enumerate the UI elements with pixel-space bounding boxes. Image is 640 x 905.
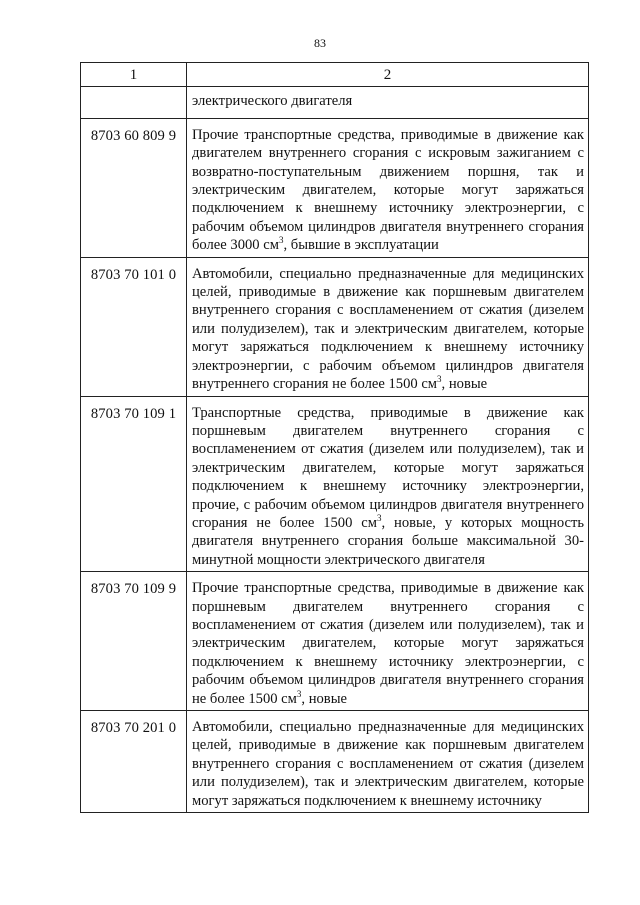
page-number: 83	[314, 36, 326, 50]
table-row	[81, 572, 589, 711]
commodity-code: 8703 70 109 1	[81, 396, 187, 572]
continuation-row	[81, 87, 589, 118]
tariff-code-table	[80, 62, 589, 813]
description-text: Транспортные средства, приводимые в движение как поршневым двигателем внутреннего сгорания с воспламенением от сжатия (дизелем или полудизелем), так и электрическим двигателем, которые могут заряжаться подключением к внешнему источнику электроэнергии, прочие, с рабочим объемом цилиндров двигателя внутреннего сгорания не более 1500 см	[192, 404, 584, 531]
commodity-description	[187, 396, 589, 572]
commodity-description	[187, 572, 589, 711]
table-row	[81, 118, 589, 257]
description-tail: , новые	[441, 376, 488, 393]
superscript: 3	[278, 235, 284, 246]
table-header-row	[81, 63, 589, 87]
superscript: 3	[296, 688, 302, 699]
commodity-code: 8703 60 809 9	[81, 118, 187, 257]
commodity-description	[187, 711, 589, 813]
table-row	[81, 257, 589, 396]
commodity-code: 8703 70 201 0	[81, 711, 187, 813]
commodity-code: 8703 70 109 9	[81, 572, 187, 711]
commodity-description	[187, 118, 589, 257]
description-tail: , новые	[301, 690, 347, 707]
table-row	[81, 711, 589, 813]
description-text: Автомобили, специально предназначенные для медицинских целей, приводимые в движение как поршневым двигателем внутреннего сгорания с воспламенением от сжатия (дизелем или полудизелем), так и электрическим двигателем, которые могут заряжаться подключением к внешнему источнику	[192, 719, 584, 809]
superscript: 3	[437, 374, 442, 385]
commodity-description	[187, 257, 589, 396]
continuation-text: электрического двигателя	[187, 87, 589, 118]
superscript: 3	[377, 513, 382, 524]
column-header-description: 2	[187, 63, 589, 87]
commodity-code: 8703 70 101 0	[81, 257, 187, 396]
continuation-code-cell	[81, 87, 187, 118]
description-text: Прочие транспортные средства, приводимые в движение как двигателем внутреннего сгорания с искровым зажиганием с возвратно-поступательным движением поршня, так и электрическим двигателем, которые могут заряжаться подключением к внешнему источнику электроэнергии, с рабочим объемом цилиндров двигателя внутреннего сгорания более 3000 см	[192, 126, 584, 254]
description-text: Прочие транспортные средства, приводимые в движение как поршневым двигателем внутреннего сгорания с воспламенением от сжатия (дизелем или полудизелем), так и электрическим двигателем, которые могут заряжаться подключением к внешнему источнику электроэнергии, с рабочим объемом цилиндров двигателя внутреннего сгорания не более 1500 см	[192, 580, 584, 707]
column-header-code: 1	[81, 63, 187, 87]
description-text: Автомобили, специально предназначенные для медицинских целей, приводимые в движение как поршневым двигателем внутреннего сгорания с воспламенением от сжатия (дизелем или полудизелем), так и электрическим двигателем, которые могут заряжаться подключением к внешнему источнику электроэнергии, с рабочим объемом цилиндров двигателя внутреннего сгорания не более 1500 см	[192, 265, 584, 393]
description-tail: , бывшие в эксплуатации	[283, 237, 439, 254]
description-tail: , новые, у которых мощность двигателя внутреннего сгорания больше максимальной 30-минутной мощности электрического двигателя	[192, 514, 584, 568]
table-row	[81, 396, 589, 572]
